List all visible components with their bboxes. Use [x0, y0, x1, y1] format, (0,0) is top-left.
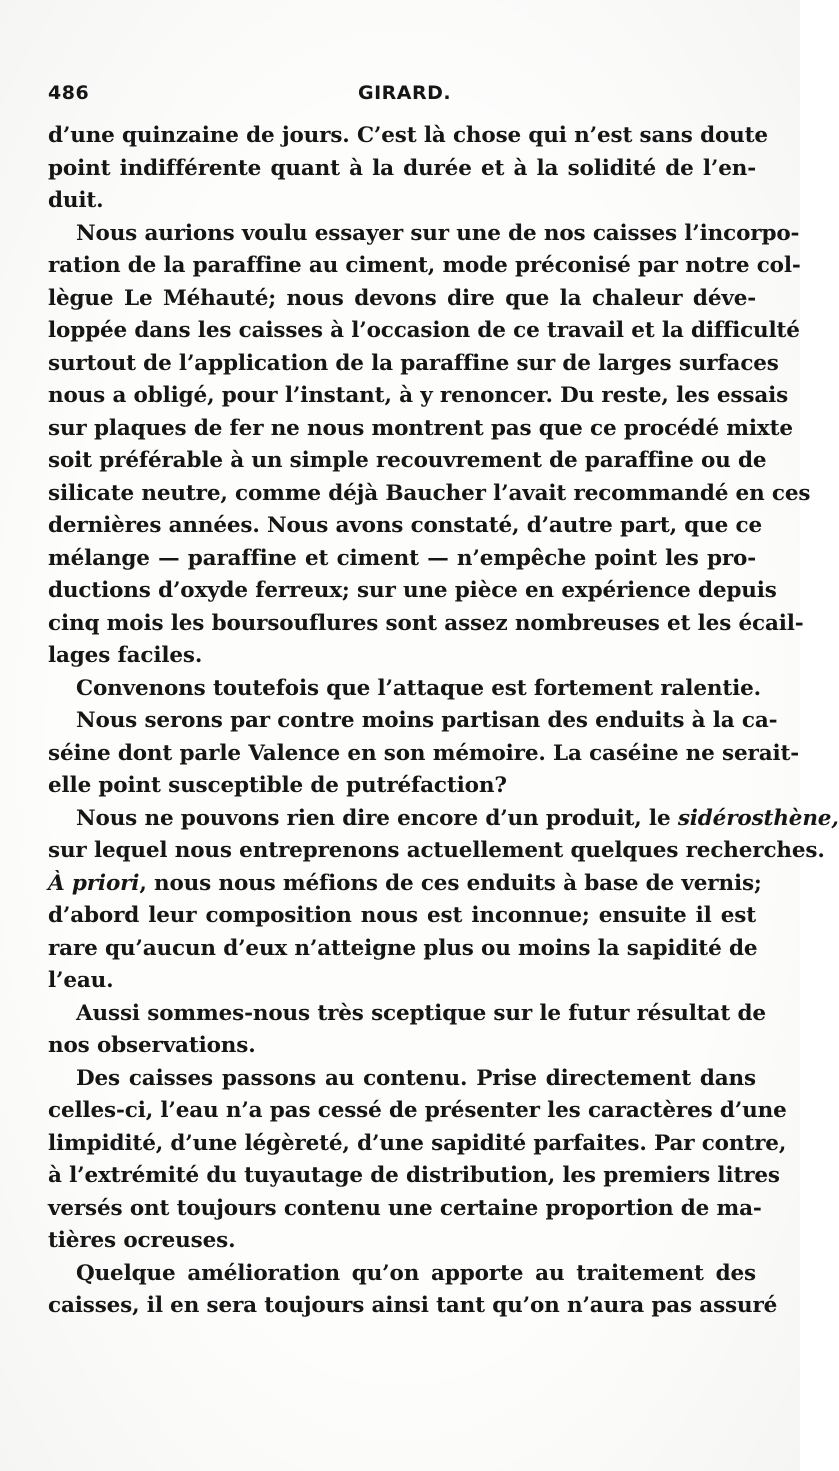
page-number: 486 — [48, 82, 90, 104]
page-header — [48, 82, 756, 112]
text-line: celles-ci, l’eau n’a pas cessé de présenter les caractères d’une — [48, 1098, 787, 1123]
text-line: lègue Le Méhauté; nous devons dire que la chaleur déve- — [48, 285, 756, 311]
text-line: versés ont toujours contenu une certaine proportion de ma- — [48, 1195, 762, 1221]
body-text — [48, 120, 839, 1323]
text-line: lages faciles. — [48, 643, 203, 668]
text-line: loppée dans les caisses à l’occasion de ce travail et la difficulté — [48, 318, 800, 343]
text-line: soit préférable à un simple recouvrement de paraffine ou de — [48, 448, 767, 473]
text-segment: Nous ne pouvons rien dire encore d’un produit, le — [76, 805, 678, 831]
text-line: dernières années. Nous avons constaté, d’autre part, que ce — [48, 513, 762, 538]
text-line: sur lequel nous entreprenons actuellement quelques recherches. — [48, 838, 825, 863]
paragraph-start-line: Aussi sommes-nous très sceptique sur le futur résultat de — [76, 1000, 766, 1026]
text-line: point indifférente quant à la durée et à la solidité de l’en- — [48, 155, 756, 181]
running-head: GIRARD. — [358, 82, 452, 104]
text-line: d’abord leur composition nous est inconnue; ensuite il est — [48, 903, 756, 928]
paragraph-start-line: Nous aurions voulu essayer sur une de nos caisses l’incorpo- — [76, 220, 800, 246]
text-line: ration de la paraffine au ciment, mode préconisé par notre col- — [48, 253, 801, 278]
paragraph-start-line: Convenons toutefois que l’attaque est fortement ralentie. — [76, 675, 761, 701]
text-line: limpidité, d’une légèreté, d’une sapidité parfaites. Par contre, — [48, 1130, 787, 1156]
italic-term-siderosthene: sidérosthène, — [677, 805, 839, 831]
text-line: à l’extrémité du tuyautage de distribution, les premiers litres — [48, 1163, 780, 1188]
paragraph-start-line: Nous serons par contre moins partisan des enduits à la ca- — [76, 708, 778, 733]
paragraph-start-line: Des caisses passons au contenu. Prise directement dans — [76, 1065, 756, 1091]
paragraph-start-line — [48, 803, 839, 836]
text-line — [48, 868, 762, 901]
text-line: nous a obligé, pour l’instant, à y renoncer. Du reste, les essais — [48, 383, 789, 408]
paragraph-start-line: Quelque amélioration qu’on apporte au traitement des — [76, 1260, 756, 1286]
text-line: tières ocreuses. — [48, 1228, 236, 1253]
text-line: l’eau. — [48, 968, 114, 993]
text-line: silicate neutre, comme déjà Baucher l’avait recommandé en ces — [48, 480, 811, 506]
text-line: sur plaques de fer ne nous montrent pas que ce procédé mixte — [48, 415, 793, 441]
text-line: duit. — [48, 188, 104, 213]
text-line: mélange — paraffine et ciment — n’empêche point les pro- — [48, 545, 756, 571]
text-line: séine dont parle Valence en son mémoire. La caséine ne serait- — [48, 740, 800, 766]
text-line: ductions d’oxyde ferreux; sur une pièce en expérience depuis — [48, 578, 777, 603]
text-line: cinq mois les boursouflures sont assez nombreuses et les écail- — [48, 610, 804, 636]
text-line: elle point susceptible de putréfaction? — [48, 773, 507, 798]
text-line: nos observations. — [48, 1033, 256, 1058]
text-segment: , nous nous méfions de ces enduits à base de vernis; — [139, 870, 762, 896]
text-line: surtout de l’application de la paraffine sur de larges surfaces — [48, 350, 779, 376]
text-line: d’une quinzaine de jours. C’est là chose qui n’est sans doute — [48, 123, 768, 148]
italic-term-a-priori: À priori — [48, 870, 140, 896]
text-line: caisses, il en sera toujours ainsi tant qu’on n’aura pas assuré — [48, 1293, 778, 1318]
text-line: rare qu’aucun d’eux n’atteigne plus ou moins la sapidité de — [48, 935, 758, 961]
